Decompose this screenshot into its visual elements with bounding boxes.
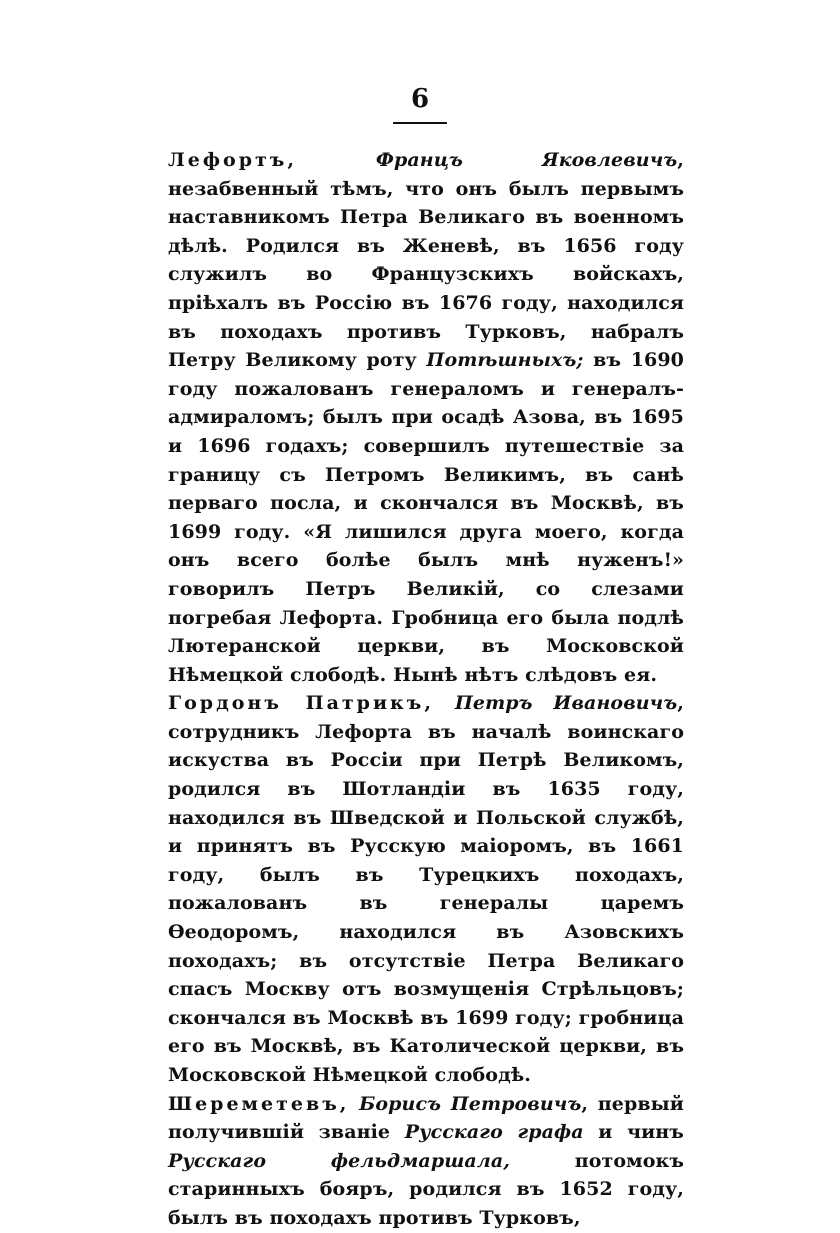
entry-given-name: Францъ Яковлевичъ xyxy=(375,149,678,171)
entry-text: , первый получившій званіе xyxy=(168,1092,684,1144)
entry-lefort xyxy=(168,146,684,689)
entry-text: , сотрудникъ Лефорта въ началѣ воинскаго искуства въ Россіи при Петрѣ Великомъ, родился въ Шотландіи въ 1635 году, находился въ Шведской и Польской службѣ, и принятъ въ Русскую маіоромъ, въ 1661 году, былъ въ Турецкихъ походахъ, пожалованъ въ генералы царемъ Ѳеодоромъ, находился въ Азовскихъ походахъ; въ отсутствіе Петра Великаго спасъ Москву отъ возмущенія Стрѣльцовъ; скончался въ Москвѣ въ 1699 году; гробница его въ Москвѣ, въ Католической церкви, въ Московской Нѣмецкой слободѣ. xyxy=(168,692,684,1086)
entry-italic-text: Русскаго графа xyxy=(404,1121,584,1144)
page-number: 6 xyxy=(410,84,430,114)
entry-text-middle: и чинъ xyxy=(583,1121,684,1144)
header-rule xyxy=(393,122,447,124)
entry-surname: Шереметевъ, xyxy=(168,1092,350,1115)
entry-text: , незабвенный тѣмъ, что онъ былъ первымъ наставникомъ Петра Великаго въ военномъ дѣлѣ. Родился въ Женевѣ, въ 1656 году служилъ во Французскихъ войскахъ, пріѣхалъ въ Россію въ 1676 году, находился въ походахъ противъ Турковъ, набралъ Петру Великому роту xyxy=(168,149,685,372)
entry-sheremetev xyxy=(168,1090,684,1233)
entry-italic-text-second: Русскаго фельдмаршала, xyxy=(168,1149,510,1172)
entry-given-name: Борисъ Петровичъ xyxy=(359,1092,582,1115)
entry-surname: Гордонъ Патрикъ, xyxy=(168,692,434,715)
body-text xyxy=(168,146,684,1233)
entry-given-name: Петръ Ивановичъ xyxy=(454,692,678,715)
entry-surname: Лефортъ, xyxy=(168,149,297,171)
entry-text-continued: потомокъ старинныхъ бояръ, родился въ 1652 году, былъ въ походахъ противъ Турковъ, xyxy=(168,1149,684,1229)
entry-gordon xyxy=(168,689,684,1089)
entry-text-continued: въ 1690 году пожалованъ генераломъ и генералъ-адмираломъ; былъ при осадѣ Азова, въ 1695 и 1696 годахъ; совершилъ путешествіе за границу съ Петромъ Великимъ, въ санѣ перваго посла, и скончался въ Москвѣ, въ 1699 году. «Я лишился друга моего, когда онъ всего болѣе былъ мнѣ нуженъ!» говорилъ Петръ Великій, со слезами погребая Лефорта. Гробница его была подлѣ Лютеранской церкви, въ Московской Нѣмецкой слободѣ. Нынѣ нѣтъ слѣдовъ ея. xyxy=(168,349,685,686)
entry-italic-text: Потѣшныхъ; xyxy=(426,349,584,372)
